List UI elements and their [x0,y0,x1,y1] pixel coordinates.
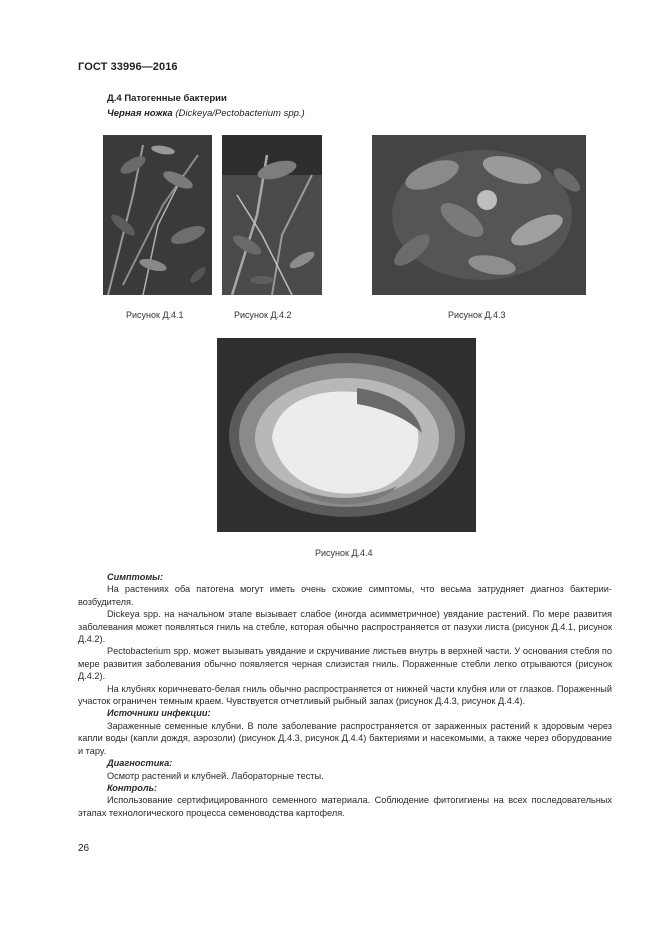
figure-d44-caption: Рисунок Д.4.4 [315,548,373,558]
section-title: Д.4 Патогенные бактерии [107,93,227,104]
control-heading: Контроль: [107,782,158,793]
section-subtitle [107,108,305,119]
page-number: 26 [78,843,90,854]
symptoms-paragraph: На клубнях коричневато-белая гниль обычно распространяется от нижней части клубня или от глазков. Пораженный участок ограничен темным краем. Чувствуется отчетливый рыбный запах (рисунок Д.4.3, рисунок Д.4.4). [78,683,612,707]
diagnostics-paragraph: Осмотр растений и клубней. Лабораторные тесты. [107,770,324,781]
symptoms-paragraph: Pectobacterium spp. может вызывать увядание и скручивание листьев внутрь в верхней части. У основания стебля по мере развития заболевания обычно появляется черная слизистая гниль. Пораженные стебли легко отрываются (рисунок Д.4.2). [78,646,612,682]
sources-paragraph: Зараженные семенные клубни. В поле заболевание распространяется от зараженных растений к здоровым через капли воды (капли дождя, аэрозоли) (рисунок Д.4.3, рисунок Д.4.4) бактериями и насекомыми, а также через оборудование и тару. [78,720,612,756]
description-text [78,571,612,819]
figure-d44-image [217,338,476,532]
subtitle-bold: Черная ножка [107,108,173,119]
symptoms-paragraph: Dickeya spp. на начальном этапе вызывает слабое (иногда асимметричное) увядание растений. По мере развития заболевания может появляться гниль на стебле, которая обычно распространяется от пазухи листа (рисунок Д.4.1, рисунок Д.4.2). [78,609,612,645]
symptoms-paragraph: На растениях оба патогена могут иметь очень схожие симптомы, что весьма затрудняет диагноз бактерии-возбудителя. [78,584,612,607]
symptoms-heading: Симптомы: [107,572,164,582]
subtitle-latin: (Dickeya/Pectobacterium spp.) [175,108,305,119]
figure-d42-image [222,135,322,295]
figure-d43-caption: Рисунок Д.4.3 [448,310,506,320]
control-paragraph: Использование сертифицированного семенного материала. Соблюдение фитогигиены на всех последовательных этапах технологического процесса семеноводства картофеля. [78,795,612,818]
document-header: ГОСТ 33996—2016 [78,61,178,73]
figure-d43-image [372,135,586,295]
figure-d41-caption: Рисунок Д.4.1 [126,310,184,320]
figure-d41-image [103,135,212,295]
sources-heading: Источники инфекции: [107,708,211,719]
diagnostics-heading: Диагностика: [107,758,173,769]
figure-d42-caption: Рисунок Д.4.2 [234,310,292,320]
